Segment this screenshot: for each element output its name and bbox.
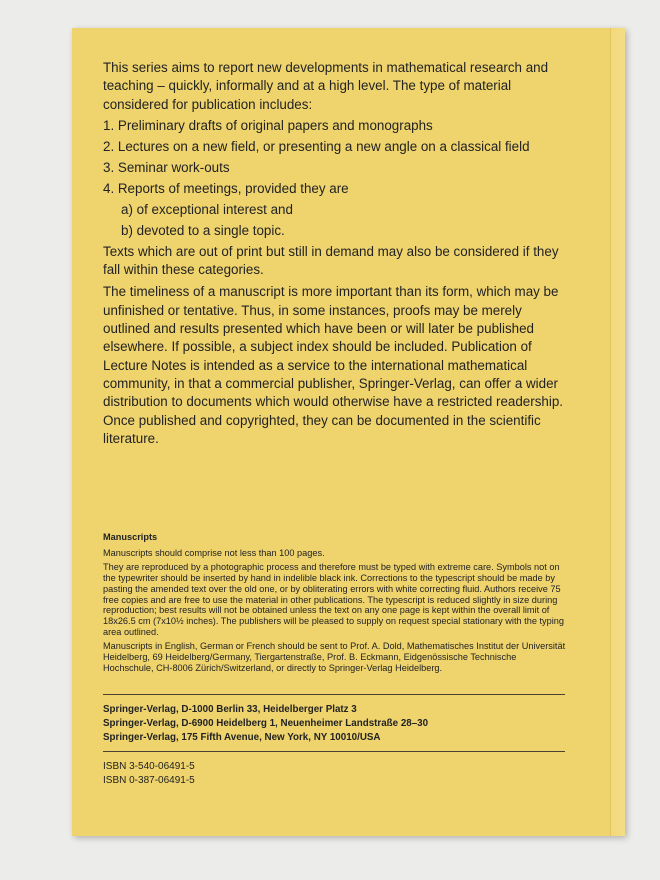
isbn-block [103, 760, 195, 787]
manuscripts-paragraph: They are reproduced by a photographic process and therefore must be typed with extreme care. Symbols not on the typewriter should be inserted by hand in indelible black ink. Corrections to the typescript should be made by pasting the amended text over the old one, or by obliterating errors with white correcting fluid. Authors receive 75 free copies and are free to use the material in other publications. The typescript is reduced slightly in size during reproduction; best results will not be obtained unless the text on any one page is kept within the overall limit of 18x26.5 cm (7x10½ inches). The publishers will be pleased to supply on request special stationary with the typing area outlined. [103, 561, 564, 638]
publisher-addresses [103, 703, 573, 744]
material-list [103, 115, 571, 241]
isbn-line: ISBN 0-387-06491-5 [103, 774, 195, 786]
divider [103, 694, 565, 695]
list-item: 4. Reports of meetings, provided they are [103, 180, 349, 196]
book-back-cover [72, 28, 625, 836]
address-line: Springer-Verlag, D-1000 Berlin 33, Heidelberger Platz 3 [103, 704, 357, 715]
list-item: 1. Preliminary drafts of original papers and monographs [103, 117, 433, 133]
manuscripts-section [103, 532, 569, 677]
timeliness-paragraph: The timeliness of a manuscript is more important than its form, which may be unfinished or tentative. Thus, in some instances, proofs may be merely outlined and results presented which have been or will later be published elsewhere. If possible, a subject index should be included. Publication of Lecture Notes is intended as a service to the international mathematical community, in that a commercial publisher, Springer-Verlag, can offer a wider distribution to documents which would otherwise have a restricted readership. Once published and copyrighted, they can be documented in the scientific literature. [103, 284, 563, 446]
address-line: Springer-Verlag, 175 Fifth Avenue, New York, NY 10010/USA [103, 731, 381, 743]
list-item: 3. Seminar work-outs [103, 159, 230, 175]
manuscripts-heading: Manuscripts [103, 532, 158, 542]
address-line: Springer-Verlag, D-6900 Heidelberg 1, Neuenheimer Landstraße 28–30 [103, 717, 429, 729]
intro-paragraph: This series aims to report new developments in mathematical research and teaching – quickly, informally and at a high level. The type of material considered for publication includes: [103, 60, 549, 112]
list-item: a) of exceptional interest and [121, 201, 293, 217]
divider [103, 751, 565, 752]
list-item: 2. Lectures on a new field, or presenting a new angle on a classical field [103, 138, 530, 154]
series-description [103, 59, 571, 448]
isbn-line: ISBN 3-540-06491-5 [103, 761, 195, 772]
out-of-print-paragraph: Texts which are out of print but still in demand may also be considered if they fall within these categories. [103, 243, 559, 278]
manuscripts-paragraph: Manuscripts in English, German or French should be sent to Prof. A. Dold, Mathematisches Institut der Universität Heidelberg, 69 Heidelberg/Germany, Tiergartenstraße, Prof. B. Eckmann, Eidgenössische Technische Hochschule, CH-8006 Zürich/Switzerland, or directly to Springer-Verlag Heidelberg. [103, 641, 566, 673]
cover-edge [610, 28, 625, 836]
list-item: b) devoted to a single topic. [121, 222, 285, 238]
manuscripts-paragraph: Manuscripts should comprise not less than 100 pages. [103, 547, 325, 558]
